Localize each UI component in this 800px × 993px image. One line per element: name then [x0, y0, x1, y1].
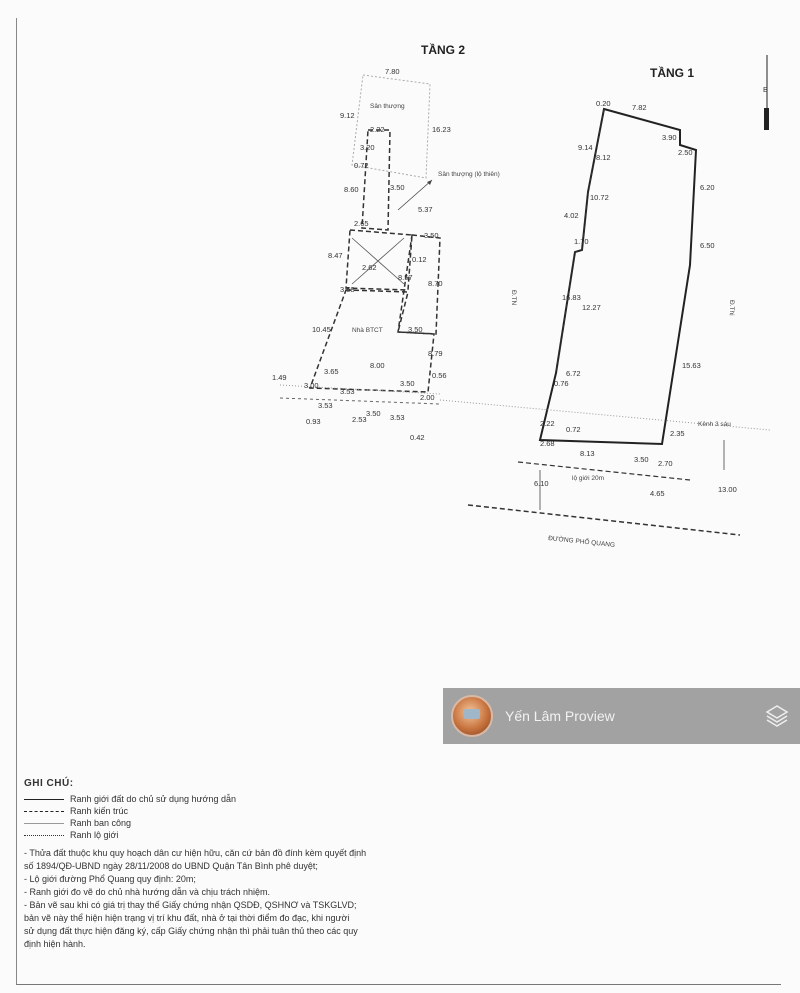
svg-text:2.65: 2.65 — [354, 219, 369, 228]
svg-text:3.53: 3.53 — [390, 413, 405, 422]
floor2-main-outline — [310, 290, 434, 392]
svg-text:0.72: 0.72 — [354, 161, 369, 170]
floor1-title: TẦNG 1 — [650, 66, 695, 80]
dotted-line-icon — [24, 835, 64, 836]
svg-text:8.47: 8.47 — [328, 251, 343, 260]
floor2-title: TẦNG 2 — [421, 43, 466, 57]
floor1-right-side-label: Đ.Thị — [728, 300, 735, 316]
watermark-name: Yến Lâm Proview — [505, 708, 615, 724]
svg-text:3.50: 3.50 — [400, 379, 415, 388]
legend-item-architecture: Ranh kiến trúc — [24, 805, 544, 817]
floor1-left-side-label: Đ.TN — [510, 290, 517, 306]
svg-text:10.72: 10.72 — [590, 193, 609, 202]
svg-text:12.27: 12.27 — [582, 303, 601, 312]
svg-text:9.14: 9.14 — [578, 143, 593, 152]
thin-line-icon — [24, 823, 64, 824]
floor2-plan — [272, 67, 500, 442]
svg-text:2.00: 2.00 — [420, 393, 435, 402]
svg-text:9.12: 9.12 — [340, 111, 355, 120]
note-line: - Ranh giới đo vẽ do chủ nhà hướng dẫn và chịu trách nhiệm. — [24, 887, 270, 897]
note-line: - Bản vẽ sau khi có giá trị thay thế Giấy chứng nhận QSDĐ, QSHNƠ và TSKGLVD; — [24, 900, 357, 910]
svg-text:3.50: 3.50 — [390, 183, 405, 192]
svg-text:3.65: 3.65 — [324, 367, 339, 376]
svg-text:6.10: 6.10 — [534, 479, 549, 488]
svg-text:7.82: 7.82 — [632, 103, 647, 112]
floor1-dimensions — [534, 99, 737, 498]
floor2-open-balcony-label: Sân thượng (lộ thiên) — [438, 171, 500, 178]
svg-text:B: B — [763, 85, 769, 94]
svg-text:8.57: 8.57 — [398, 273, 413, 282]
note-line: số 1894/QĐ-UBND ngày 28/11/2008 do UBND Quận Tân Bình phê duyệt; — [24, 861, 318, 871]
svg-text:2.70: 2.70 — [658, 459, 673, 468]
svg-text:3.50: 3.50 — [424, 231, 439, 240]
svg-text:6.20: 6.20 — [700, 183, 715, 192]
svg-text:15.63: 15.63 — [682, 361, 701, 370]
svg-text:8.12: 8.12 — [596, 153, 611, 162]
floor1-boundary — [540, 109, 696, 444]
svg-text:4.65: 4.65 — [650, 489, 665, 498]
svg-text:8.13: 8.13 — [580, 449, 595, 458]
svg-text:0.12: 0.12 — [412, 255, 427, 264]
notes-block — [24, 847, 544, 951]
floor2-balcony-label: Sân thượng — [370, 103, 405, 110]
svg-text:8.79: 8.79 — [428, 349, 443, 358]
svg-text:2.35: 2.35 — [670, 429, 685, 438]
floor2-room-label: Nhà BTCT — [352, 327, 383, 334]
svg-text:3.50: 3.50 — [634, 455, 649, 464]
svg-text:0.20: 0.20 — [596, 99, 611, 108]
svg-text:6.72: 6.72 — [566, 369, 581, 378]
layers-icon — [764, 703, 790, 729]
svg-text:6.50: 6.50 — [700, 241, 715, 250]
svg-text:13.00: 13.00 — [718, 485, 737, 494]
svg-text:2.22: 2.22 — [540, 419, 555, 428]
svg-text:2.62: 2.62 — [362, 263, 377, 272]
note-line: - Lộ giới đường Phổ Quang quy định: 20m; — [24, 874, 196, 884]
svg-text:3.58: 3.58 — [340, 285, 355, 294]
street-name-label: ĐƯỜNG PHỔ QUANG — [547, 535, 616, 550]
svg-text:1.49: 1.49 — [272, 373, 287, 382]
legend-item-balcony: Ranh ban công — [24, 817, 544, 829]
svg-text:8.60: 8.60 — [344, 185, 359, 194]
svg-text:2.22: 2.22 — [370, 125, 385, 134]
note-line: sử dụng đất thực hiện đăng ký, cấp Giấy chứng nhận thì phải tuân thủ theo các quy — [24, 926, 358, 936]
svg-text:10.45: 10.45 — [312, 325, 331, 334]
svg-text:0.72: 0.72 — [566, 425, 581, 434]
svg-text:16.23: 16.23 — [432, 125, 451, 134]
legend-item-boundary: Ranh giới đất do chủ sử dụng hướng dẫn — [24, 793, 544, 805]
solid-line-icon — [24, 799, 64, 800]
floor1-plan — [440, 99, 770, 549]
svg-text:8.70: 8.70 — [428, 279, 443, 288]
note-line: bản vẽ này thể hiện hiện trạng vị trí khu đất, nhà ở tại thời điểm đo đạc, khi người — [24, 913, 350, 923]
svg-text:0.56: 0.56 — [432, 371, 447, 380]
note-line: - Thửa đất thuộc khu quy hoạch dân cư hiện hữu, căn cứ bản đồ đính kèm quyết định — [24, 848, 367, 858]
svg-text:5.37: 5.37 — [418, 205, 433, 214]
svg-text:2.50: 2.50 — [678, 148, 693, 157]
legend-block — [24, 778, 544, 951]
svg-text:3.53: 3.53 — [340, 387, 355, 396]
svg-text:3.00: 3.00 — [304, 381, 319, 390]
svg-text:3.20: 3.20 — [360, 143, 375, 152]
dashed-line-icon — [24, 811, 64, 812]
svg-text:0.93: 0.93 — [306, 417, 321, 426]
svg-text:1.70: 1.70 — [574, 237, 589, 246]
legend-item-road: Ranh lộ giới — [24, 829, 544, 841]
floor1-road-label: lộ giới 20m — [572, 475, 605, 482]
watermark-banner — [443, 688, 800, 744]
svg-text:0.42: 0.42 — [410, 433, 425, 442]
avatar — [451, 695, 493, 737]
svg-text:16.83: 16.83 — [562, 293, 581, 302]
floor1-canal-label: Kênh 3 sáu — [698, 421, 731, 428]
note-line: định hiện hành. — [24, 939, 86, 949]
svg-text:3.50: 3.50 — [408, 325, 423, 334]
svg-text:7.80: 7.80 — [385, 67, 400, 76]
svg-text:2.68: 2.68 — [540, 439, 555, 448]
legend-title: GHI CHÚ: — [24, 778, 74, 789]
svg-text:2.53: 2.53 — [352, 415, 367, 424]
north-arrow-icon — [763, 55, 769, 130]
svg-text:0.76: 0.76 — [554, 379, 569, 388]
svg-text:3.90: 3.90 — [662, 133, 677, 142]
svg-text:3.50: 3.50 — [366, 409, 381, 418]
svg-text:8.00: 8.00 — [370, 361, 385, 370]
svg-text:4.02: 4.02 — [564, 211, 579, 220]
svg-text:3.53: 3.53 — [318, 401, 333, 410]
